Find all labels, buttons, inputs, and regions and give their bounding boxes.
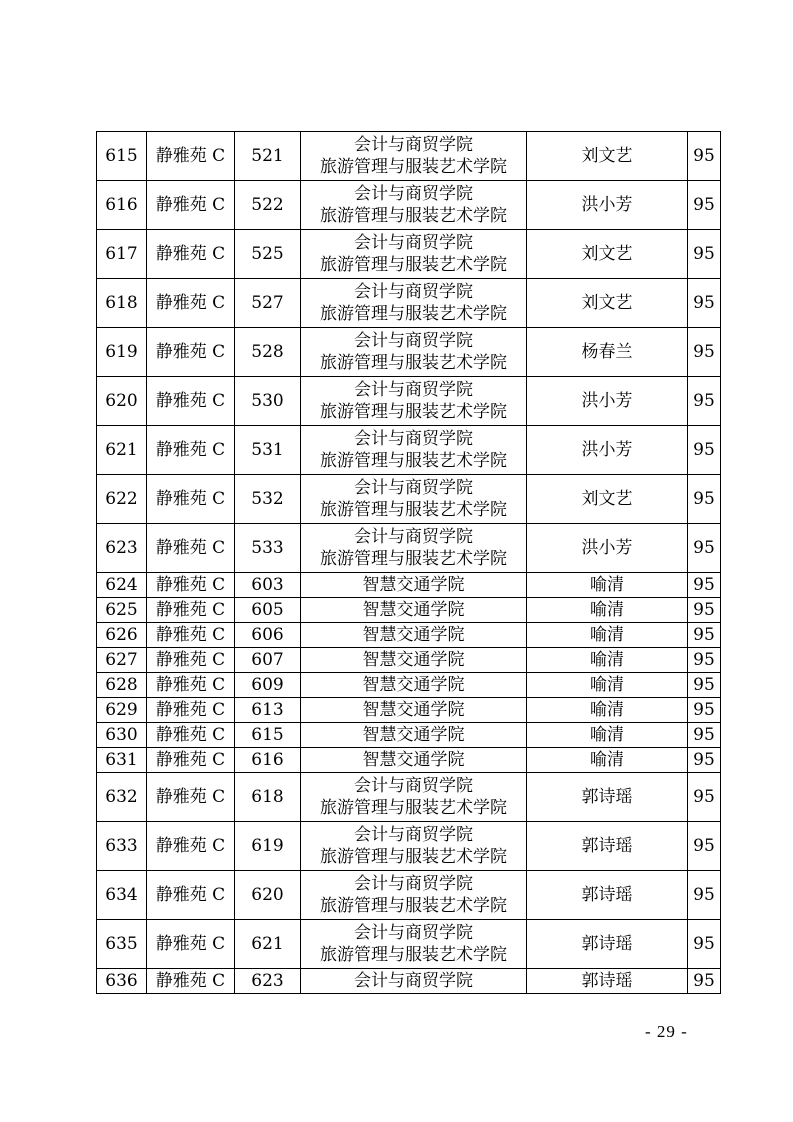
cell-score: 95 xyxy=(688,573,721,598)
cell-score: 95 xyxy=(688,920,721,969)
cell-building: 静雅苑 C xyxy=(147,648,235,673)
cell-number: 627 xyxy=(97,648,147,673)
cell-building: 静雅苑 C xyxy=(147,328,235,377)
cell-number: 621 xyxy=(97,426,147,475)
table-row xyxy=(97,773,721,822)
college-line: 会计与商贸学院 xyxy=(354,429,473,449)
cell-room: 618 xyxy=(235,773,301,822)
college-line: 旅游管理与服装艺术学院 xyxy=(320,206,507,226)
cell-score: 95 xyxy=(688,822,721,871)
cell-number: 624 xyxy=(97,573,147,598)
cell-room: 530 xyxy=(235,377,301,426)
cell-college xyxy=(301,698,527,723)
college-line: 会计与商贸学院 xyxy=(354,874,473,894)
cell-number: 626 xyxy=(97,623,147,648)
table-row xyxy=(97,475,721,524)
table-row xyxy=(97,723,721,748)
cell-college xyxy=(301,748,527,773)
cell-score: 95 xyxy=(688,328,721,377)
college-line: 旅游管理与服装艺术学院 xyxy=(320,353,507,373)
cell-number: 628 xyxy=(97,673,147,698)
cell-person: 刘文艺 xyxy=(527,132,688,181)
college-line: 旅游管理与服装艺术学院 xyxy=(320,798,507,818)
table-row xyxy=(97,623,721,648)
cell-college xyxy=(301,132,527,181)
cell-score: 95 xyxy=(688,623,721,648)
cell-building: 静雅苑 C xyxy=(147,673,235,698)
college-line: 会计与商贸学院 xyxy=(354,233,473,253)
college-line: 会计与商贸学院 xyxy=(354,776,473,796)
cell-room: 525 xyxy=(235,230,301,279)
cell-college xyxy=(301,328,527,377)
cell-room: 531 xyxy=(235,426,301,475)
college-line: 会计与商贸学院 xyxy=(354,825,473,845)
cell-person: 郭诗瑶 xyxy=(527,920,688,969)
cell-building: 静雅苑 C xyxy=(147,573,235,598)
cell-room: 607 xyxy=(235,648,301,673)
cell-building: 静雅苑 C xyxy=(147,181,235,230)
cell-person: 郭诗瑶 xyxy=(527,773,688,822)
cell-score: 95 xyxy=(688,871,721,920)
cell-college xyxy=(301,598,527,623)
cell-person: 喻清 xyxy=(527,598,688,623)
cell-number: 633 xyxy=(97,822,147,871)
cell-score: 95 xyxy=(688,426,721,475)
cell-building: 静雅苑 C xyxy=(147,598,235,623)
cell-room: 616 xyxy=(235,748,301,773)
college-line: 会计与商贸学院 xyxy=(354,527,473,547)
cell-number: 635 xyxy=(97,920,147,969)
cell-college xyxy=(301,377,527,426)
cell-building: 静雅苑 C xyxy=(147,279,235,328)
cell-room: 532 xyxy=(235,475,301,524)
cell-score: 95 xyxy=(688,475,721,524)
cell-room: 623 xyxy=(235,969,301,994)
cell-college xyxy=(301,573,527,598)
cell-score: 95 xyxy=(688,648,721,673)
cell-building: 静雅苑 C xyxy=(147,524,235,573)
college-line: 智慧交通学院 xyxy=(362,600,465,620)
college-line: 会计与商贸学院 xyxy=(354,282,473,302)
cell-score: 95 xyxy=(688,279,721,328)
college-line: 会计与商贸学院 xyxy=(354,923,473,943)
cell-number: 623 xyxy=(97,524,147,573)
cell-college xyxy=(301,920,527,969)
cell-score: 95 xyxy=(688,773,721,822)
cell-building: 静雅苑 C xyxy=(147,871,235,920)
cell-person: 郭诗瑶 xyxy=(527,822,688,871)
cell-person: 洪小芳 xyxy=(527,181,688,230)
cell-number: 615 xyxy=(97,132,147,181)
cell-building: 静雅苑 C xyxy=(147,377,235,426)
cell-person: 喻清 xyxy=(527,673,688,698)
cell-room: 605 xyxy=(235,598,301,623)
cell-college xyxy=(301,673,527,698)
cell-score: 95 xyxy=(688,748,721,773)
table-body xyxy=(97,132,721,994)
cell-building: 静雅苑 C xyxy=(147,426,235,475)
table-row xyxy=(97,598,721,623)
cell-score: 95 xyxy=(688,181,721,230)
college-line: 智慧交通学院 xyxy=(362,625,465,645)
cell-number: 630 xyxy=(97,723,147,748)
table-row xyxy=(97,328,721,377)
cell-building: 静雅苑 C xyxy=(147,723,235,748)
table-row xyxy=(97,673,721,698)
cell-room: 621 xyxy=(235,920,301,969)
cell-college xyxy=(301,426,527,475)
cell-score: 95 xyxy=(688,524,721,573)
college-line: 智慧交通学院 xyxy=(362,750,465,770)
cell-person: 洪小芳 xyxy=(527,377,688,426)
cell-person: 洪小芳 xyxy=(527,426,688,475)
table-row xyxy=(97,648,721,673)
cell-number: 634 xyxy=(97,871,147,920)
college-line: 旅游管理与服装艺术学院 xyxy=(320,549,507,569)
table-row xyxy=(97,573,721,598)
cell-college xyxy=(301,475,527,524)
college-line: 智慧交通学院 xyxy=(362,650,465,670)
cell-building: 静雅苑 C xyxy=(147,920,235,969)
cell-number: 618 xyxy=(97,279,147,328)
cell-score: 95 xyxy=(688,132,721,181)
cell-person: 喻清 xyxy=(527,698,688,723)
table-row xyxy=(97,698,721,723)
cell-college xyxy=(301,969,527,994)
cell-person: 杨春兰 xyxy=(527,328,688,377)
cell-room: 528 xyxy=(235,328,301,377)
cell-room: 609 xyxy=(235,673,301,698)
cell-college xyxy=(301,524,527,573)
table-row xyxy=(97,748,721,773)
cell-building: 静雅苑 C xyxy=(147,698,235,723)
cell-number: 636 xyxy=(97,969,147,994)
cell-college xyxy=(301,822,527,871)
table-row xyxy=(97,969,721,994)
college-line: 会计与商贸学院 xyxy=(354,135,473,155)
table-row xyxy=(97,132,721,181)
cell-college xyxy=(301,773,527,822)
cell-building: 静雅苑 C xyxy=(147,475,235,524)
cell-score: 95 xyxy=(688,230,721,279)
college-line: 旅游管理与服装艺术学院 xyxy=(320,255,507,275)
cell-building: 静雅苑 C xyxy=(147,969,235,994)
college-line: 会计与商贸学院 xyxy=(354,331,473,351)
college-line: 会计与商贸学院 xyxy=(354,184,473,204)
cell-person: 郭诗瑶 xyxy=(527,871,688,920)
cell-score: 95 xyxy=(688,673,721,698)
cell-college xyxy=(301,871,527,920)
college-line: 会计与商贸学院 xyxy=(354,478,473,498)
table-row xyxy=(97,426,721,475)
cell-score: 95 xyxy=(688,698,721,723)
college-line: 智慧交通学院 xyxy=(362,700,465,720)
cell-room: 521 xyxy=(235,132,301,181)
cell-number: 619 xyxy=(97,328,147,377)
cell-room: 533 xyxy=(235,524,301,573)
cell-person: 喻清 xyxy=(527,623,688,648)
college-line: 旅游管理与服装艺术学院 xyxy=(320,157,507,177)
cell-number: 620 xyxy=(97,377,147,426)
cell-college xyxy=(301,723,527,748)
cell-person: 洪小芳 xyxy=(527,524,688,573)
cell-room: 613 xyxy=(235,698,301,723)
cell-room: 620 xyxy=(235,871,301,920)
college-line: 会计与商贸学院 xyxy=(354,380,473,400)
college-line: 智慧交通学院 xyxy=(362,575,465,595)
cell-room: 619 xyxy=(235,822,301,871)
college-line: 旅游管理与服装艺术学院 xyxy=(320,451,507,471)
cell-number: 629 xyxy=(97,698,147,723)
cell-number: 617 xyxy=(97,230,147,279)
cell-person: 郭诗瑶 xyxy=(527,969,688,994)
cell-score: 95 xyxy=(688,377,721,426)
cell-score: 95 xyxy=(688,723,721,748)
cell-person: 刘文艺 xyxy=(527,230,688,279)
table-row xyxy=(97,377,721,426)
cell-building: 静雅苑 C xyxy=(147,773,235,822)
page-number: - 29 - xyxy=(645,1022,688,1041)
college-line: 智慧交通学院 xyxy=(362,675,465,695)
cell-building: 静雅苑 C xyxy=(147,623,235,648)
cell-number: 622 xyxy=(97,475,147,524)
cell-person: 喻清 xyxy=(527,648,688,673)
college-line: 会计与商贸学院 xyxy=(354,971,473,991)
cell-building: 静雅苑 C xyxy=(147,132,235,181)
college-line: 旅游管理与服装艺术学院 xyxy=(320,847,507,867)
college-line: 旅游管理与服装艺术学院 xyxy=(320,402,507,422)
cell-college xyxy=(301,648,527,673)
cell-score: 95 xyxy=(688,969,721,994)
table-row xyxy=(97,871,721,920)
cell-college xyxy=(301,181,527,230)
cell-number: 625 xyxy=(97,598,147,623)
cell-person: 喻清 xyxy=(527,723,688,748)
table-row xyxy=(97,822,721,871)
cell-room: 522 xyxy=(235,181,301,230)
cell-room: 615 xyxy=(235,723,301,748)
cell-room: 606 xyxy=(235,623,301,648)
cell-college xyxy=(301,279,527,328)
college-line: 旅游管理与服装艺术学院 xyxy=(320,500,507,520)
cell-number: 631 xyxy=(97,748,147,773)
college-line: 旅游管理与服装艺术学院 xyxy=(320,945,507,965)
cell-building: 静雅苑 C xyxy=(147,230,235,279)
cell-number: 616 xyxy=(97,181,147,230)
cell-score: 95 xyxy=(688,598,721,623)
cell-number: 632 xyxy=(97,773,147,822)
table-row xyxy=(97,181,721,230)
cell-room: 527 xyxy=(235,279,301,328)
cell-room: 603 xyxy=(235,573,301,598)
table-row xyxy=(97,524,721,573)
college-line: 智慧交通学院 xyxy=(362,725,465,745)
table-row xyxy=(97,279,721,328)
table-row xyxy=(97,920,721,969)
college-line: 旅游管理与服装艺术学院 xyxy=(320,896,507,916)
cell-person: 喻清 xyxy=(527,573,688,598)
table-row xyxy=(97,230,721,279)
cell-person: 喻清 xyxy=(527,748,688,773)
cell-person: 刘文艺 xyxy=(527,475,688,524)
cell-building: 静雅苑 C xyxy=(147,822,235,871)
cell-college xyxy=(301,623,527,648)
cell-building: 静雅苑 C xyxy=(147,748,235,773)
college-line: 旅游管理与服装艺术学院 xyxy=(320,304,507,324)
dormitory-score-table xyxy=(96,131,721,994)
cell-college xyxy=(301,230,527,279)
cell-person: 刘文艺 xyxy=(527,279,688,328)
